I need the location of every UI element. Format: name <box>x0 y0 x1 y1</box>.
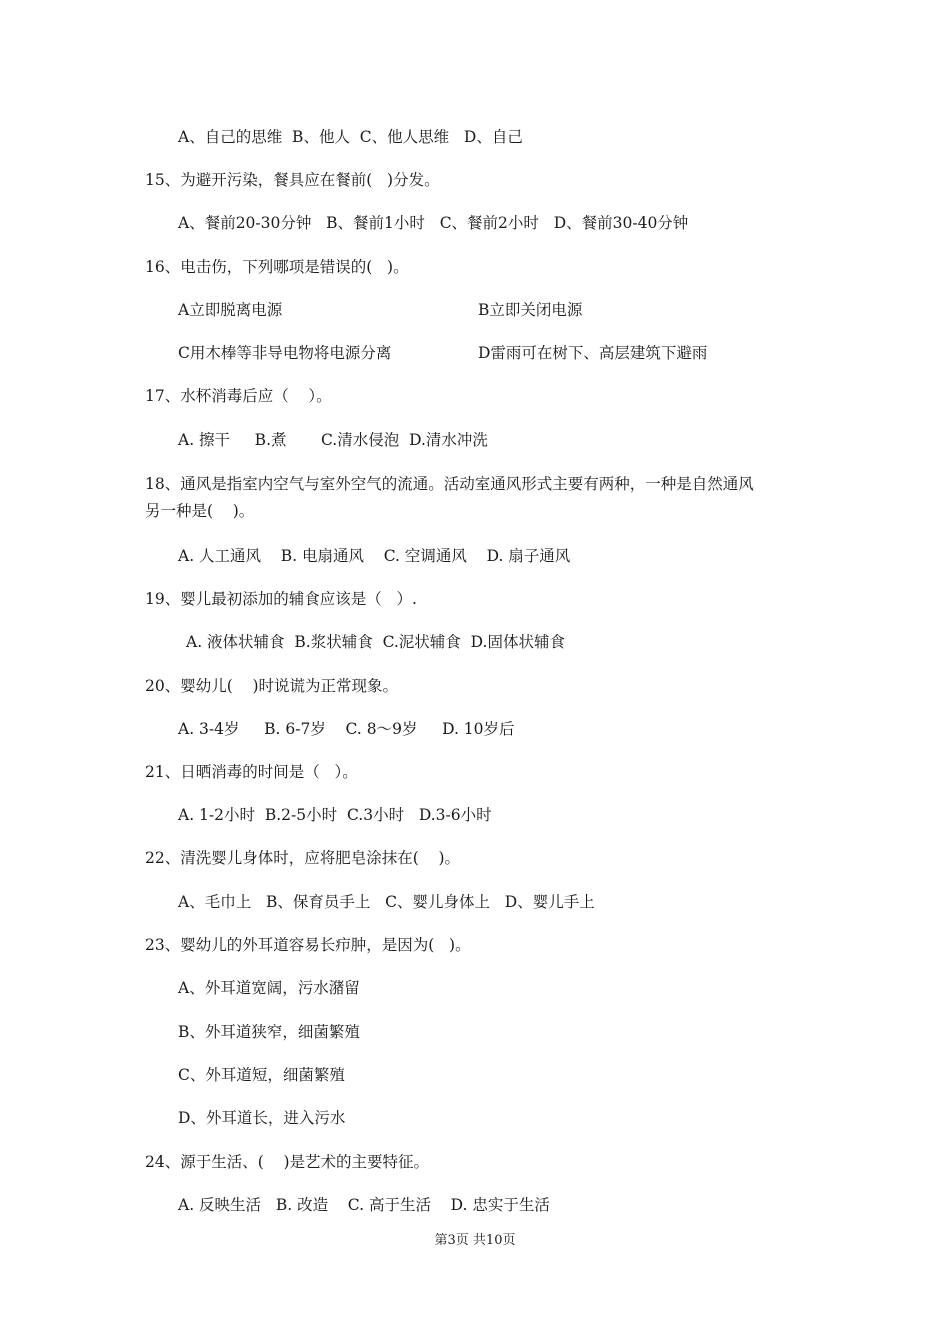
q22-options: A、毛巾上 B、保育员手上 C、婴儿身体上 D、婴儿手上 <box>178 893 595 911</box>
q18-options: A. 人工通风 B. 电扇通风 C. 空调通风 D. 扇子通风 <box>178 547 571 565</box>
question-22: 22、清洗婴儿身体时，应将肥皂涂抹在( )。 <box>145 849 461 867</box>
page-footer: 第3页 共10页 <box>434 1233 516 1248</box>
q19-options: A. 液体状辅食 B.浆状辅食 C.泥状辅食 D.固体状辅食 <box>186 633 565 651</box>
q16-option-a: A立即脱离电源 <box>178 301 283 319</box>
q24-options: A. 反映生活 B. 改造 C. 高于生活 D. 忠实于生活 <box>178 1196 550 1214</box>
q20-options: A. 3-4岁 B. 6-7岁 C. 8～9岁 D. 10岁后 <box>178 720 515 738</box>
q21-options: A. 1-2小时 B.2-5小时 C.3小时 D.3-6小时 <box>178 806 492 824</box>
q15-options: A、餐前20-30分钟 B、餐前1小时 C、餐前2小时 D、餐前30-40分钟 <box>178 214 689 232</box>
q23-option-a: A、外耳道宽阔，污水潴留 <box>178 979 360 997</box>
q23-option-b: B、外耳道狭窄，细菌繁殖 <box>178 1023 360 1041</box>
question-18-cont: 另一种是( )。 <box>145 502 255 520</box>
question-24: 24、源于生活、( )是艺术的主要特征。 <box>145 1153 430 1171</box>
q16-option-d: D雷雨可在树下、高层建筑下避雨 <box>478 344 708 362</box>
q16-option-c: C用木棒等非导电物将电源分离 <box>178 344 392 362</box>
q23-option-c: C、外耳道短，细菌繁殖 <box>178 1066 345 1084</box>
q23-option-d: D、外耳道长，进入污水 <box>178 1109 346 1127</box>
question-16: 16、电击伤，下列哪项是错误的( )。 <box>145 258 409 276</box>
question-18: 18、通风是指室内空气与室外空气的流通。活动室通风形式主要有两种，一种是自然通风 <box>145 475 754 493</box>
q16-option-b: B立即关闭电源 <box>478 301 583 319</box>
q17-options: A. 擦干 B.煮 C.清水侵泡 D.清水冲洗 <box>178 431 488 449</box>
question-20: 20、婴幼儿( )时说谎为正常现象。 <box>145 677 399 695</box>
question-17: 17、水杯消毒后应（ ）。 <box>145 387 332 405</box>
question-21: 21、日晒消毒的时间是（ ）。 <box>145 763 358 781</box>
q14-options: A、自己的思维 B、他人 C、他人思维 D、自己 <box>178 128 523 146</box>
question-19: 19、婴儿最初添加的辅食应该是（ ）. <box>145 590 417 608</box>
question-23: 23、婴幼儿的外耳道容易长疖肿，是因为( )。 <box>145 936 471 954</box>
question-15: 15、为避开污染，餐具应在餐前( )分发。 <box>145 171 440 189</box>
